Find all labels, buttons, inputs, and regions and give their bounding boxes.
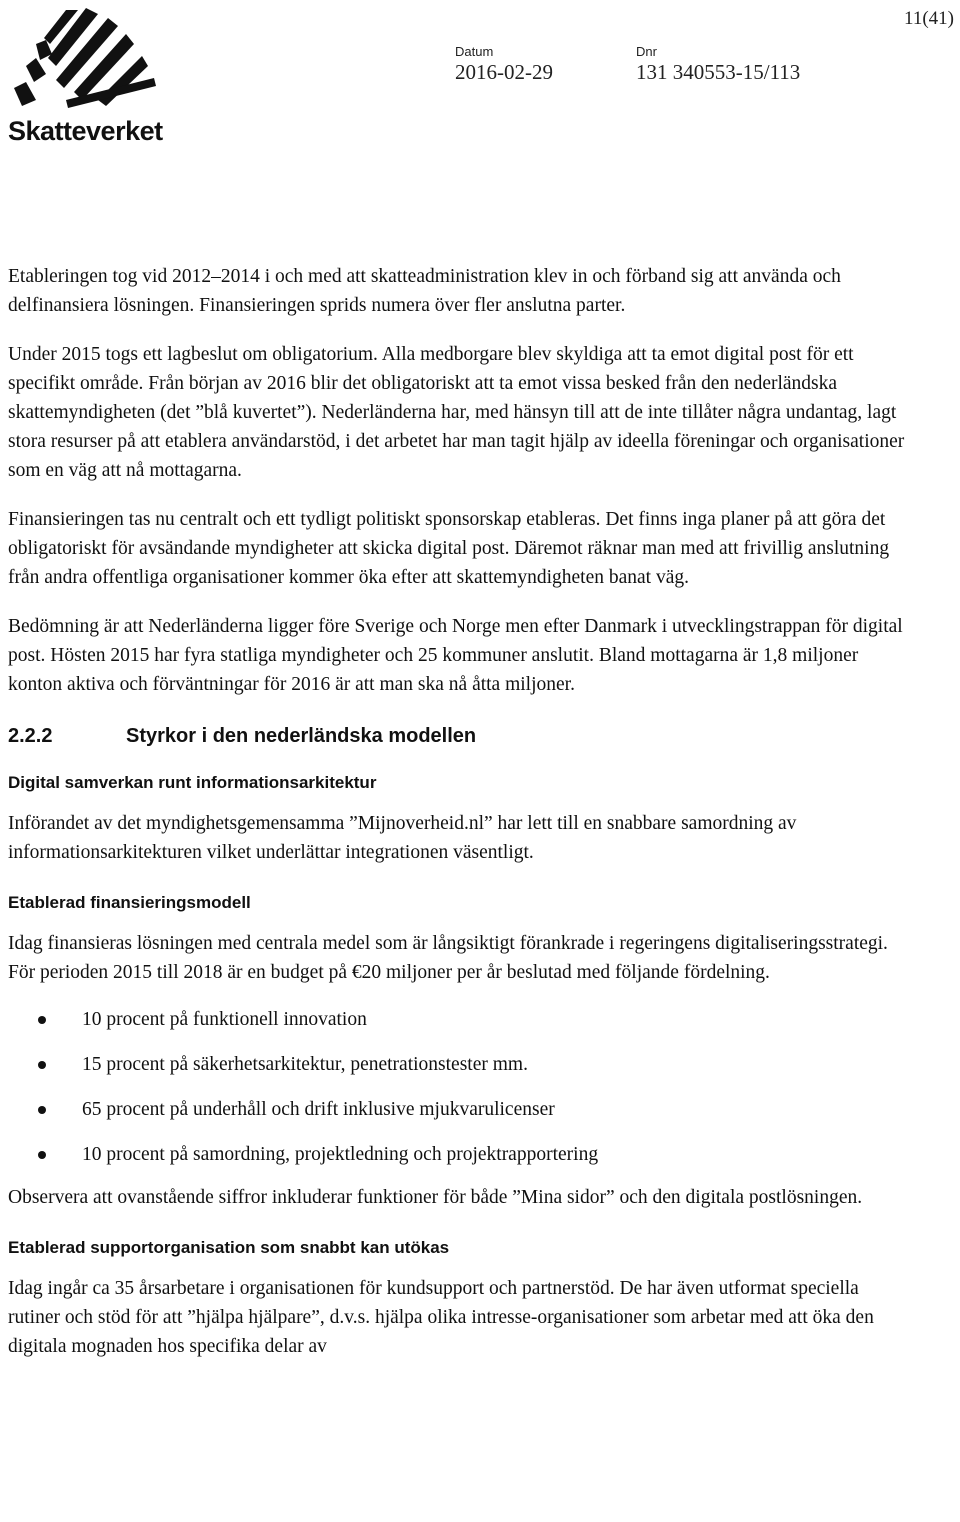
section-number: 2.2.2 xyxy=(8,725,53,747)
budget-list xyxy=(8,1005,908,1169)
list-item xyxy=(8,1095,908,1124)
page-number: 11(41) xyxy=(904,8,954,29)
paragraph: Bedömning är att Nederländerna ligger före Sverige och Norge men efter Danmark i utvecklingstrappan för digital post. Hösten 2015 har fyra statliga myndigheter och 25 kommuner anslutit. Bland mottagarna är 1,8 miljoner konton aktiva och förväntningar för 2016 är att man ska nå åtta miljoner. xyxy=(8,616,903,695)
paragraph: Observera att ovanstående siffror inkluderar funktioner för både ”Mina sidor” och den digitala postlösningen. xyxy=(8,1187,863,1208)
section-title: Styrkor i den nederländska modellen xyxy=(126,725,477,747)
subheading-finansieringsmodell: Etablerad finansieringsmodell xyxy=(8,893,251,912)
list-item xyxy=(8,1050,908,1079)
logo-wordmark: Skatteverket xyxy=(8,116,163,146)
bullet-icon xyxy=(38,1106,46,1114)
dnr-label: Dnr xyxy=(636,44,657,59)
skatteverket-logo xyxy=(6,4,166,146)
list-item-text: 10 procent på funktionell innovation xyxy=(82,1009,367,1030)
paragraph: Idag ingår ca 35 årsarbetare i organisationen för kundsupport och partnerstöd. De har även utformat speciella rutiner och stöd för att ”hjälpa hjälpare”, d.v.s. hjälpa olika intresse-organisationer som arbetar med att öka den digitala mognaden hos specifika delar av xyxy=(8,1278,874,1357)
paragraph: Under 2015 togs ett lagbeslut om obligatorium. Alla medborgare blev skyldiga att ta emot digital post för ett specifikt område. Från början av 2016 blir det obligatoriskt att ta emot vissa besked från den nederländska skattemyndigheten (det ”blå kuvertet”). Nederländerna har, med hänsyn till att de inte tillåter några undantag, lagt stora resurser på att etablera användarstöd, i det arbetet har man tagit hjälp av ideella föreningar och organisationer som en väg att nå mottagarna. xyxy=(8,344,905,481)
subheading-digital-samverkan: Digital samverkan runt informationsarkitektur xyxy=(8,773,377,792)
crown-emblem-icon xyxy=(6,4,166,116)
section-heading xyxy=(8,721,908,751)
date-label: Datum xyxy=(455,44,494,59)
paragraph: Införandet av det myndighetsgemensamma ”Mijnoverheid.nl” har lett till en snabbare samordning av informationsarkitekturen vilket underlättar integrationen väsentligt. xyxy=(8,813,797,863)
date-value: 2016-02-29 xyxy=(455,60,553,84)
bullet-icon xyxy=(38,1061,46,1069)
dnr-value: 131 340553-15/113 xyxy=(636,60,801,84)
list-item xyxy=(8,1140,908,1169)
list-item xyxy=(8,1005,908,1034)
paragraph: Idag finansieras lösningen med centrala medel som är långsiktigt förankrade i regeringens digitaliseringsstrategi. För perioden 2015 till 2018 är en budget på €20 miljoner per år beslutad med följande fördelning. xyxy=(8,933,888,983)
paragraph: Finansieringen tas nu centralt och ett tydligt politiskt sponsorskap etableras. Det finns inga planer på att göra det obligatoriskt för avsändande myndigheter att skicka digital post. Däremot räknar man med att frivillig anslutning från andra offentliga organisationer kommer öka efter att skattemyndigheten banat väg. xyxy=(8,509,890,588)
list-item-text: 15 procent på säkerhetsarkitektur, penetrationstester mm. xyxy=(82,1054,528,1075)
list-item-text: 65 procent på underhåll och drift inklusive mjukvarulicenser xyxy=(82,1099,555,1120)
paragraph: Etableringen tog vid 2012–2014 i och med att skatteadministration klev in och förband sig att använda och delfinansiera lösningen. Finansieringen sprids numera över fler anslutna parter. xyxy=(8,266,841,316)
document-body xyxy=(8,262,908,1361)
bullet-icon xyxy=(38,1016,46,1024)
subheading-supportorganisation: Etablerad supportorganisation som snabbt kan utökas xyxy=(8,1238,450,1257)
bullet-icon xyxy=(38,1151,46,1159)
list-item-text: 10 procent på samordning, projektledning och projektrapportering xyxy=(82,1144,599,1165)
